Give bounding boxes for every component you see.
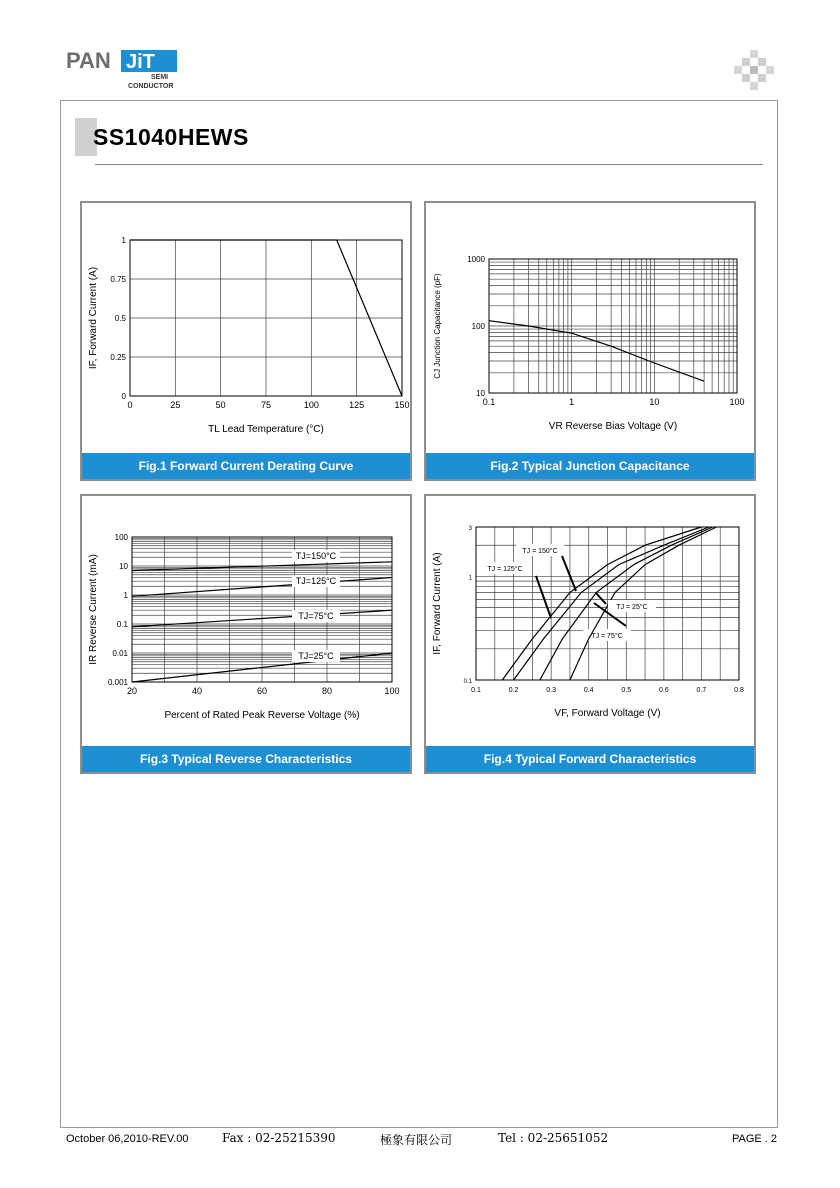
x-tick-label: 10	[649, 397, 660, 407]
x-tick-label: 150	[394, 400, 410, 410]
logo-conductor: CONDUCTOR	[128, 83, 174, 90]
y-tick-label: 10	[476, 389, 485, 398]
y-tick-label: 1	[121, 236, 126, 245]
x-tick-label: 100	[303, 400, 319, 410]
figure-4-caption: Fig.4 Typical Forward Characteristics	[426, 746, 754, 772]
figure-1-chart	[82, 203, 410, 453]
y-axis-title: IF, Forward Current (A)	[88, 266, 99, 370]
y-tick-label: 100	[114, 533, 128, 542]
x-tick-label: 0.7	[696, 687, 707, 694]
y-tick-label: 1000	[467, 255, 485, 264]
arrow-line	[536, 576, 551, 618]
series-label: TJ = 75°C	[591, 633, 623, 640]
x-tick-label: 0.3	[546, 687, 557, 694]
y-tick-label: 0	[121, 392, 126, 401]
y-axis-title: IR Reverse Current (mA)	[88, 554, 99, 665]
y-tick-label: 0.75	[110, 275, 126, 284]
x-tick-label: 20	[126, 686, 138, 696]
arrow-line	[596, 593, 606, 604]
x-tick-label: 75	[260, 400, 272, 410]
x-tick-label: 100	[729, 397, 745, 407]
x-tick-label: 60	[256, 686, 268, 696]
x-tick-label: 0.4	[583, 687, 594, 694]
x-tick-label: 125	[349, 400, 365, 410]
x-tick-label: 0.1	[482, 397, 496, 407]
figure-3-panel	[80, 494, 412, 774]
figure-2-panel	[424, 201, 756, 481]
x-tick-label: 25	[170, 400, 181, 410]
x-tick-label: 50	[215, 400, 226, 410]
corner-decoration	[734, 50, 774, 90]
arrow-line	[562, 556, 576, 591]
series-label: TJ=75°C	[298, 611, 334, 621]
x-axis-title: VR Reverse Bias Voltage (V)	[548, 421, 678, 432]
panjit-logo	[66, 46, 186, 97]
series-label: TJ=25°C	[298, 651, 334, 661]
figure-2-caption: Fig.2 Typical Junction Capacitance	[426, 453, 754, 479]
y-tick-label: 3	[468, 526, 472, 532]
x-tick-label: 0.6	[658, 687, 669, 694]
x-tick-label: 0.8	[734, 687, 744, 694]
y-tick-label: 0.1	[463, 679, 472, 685]
y-tick-label: 0.01	[112, 649, 128, 658]
y-tick-label: 100	[471, 322, 485, 331]
y-tick-label: 0.5	[114, 314, 126, 323]
y-tick-label: 0.001	[107, 678, 128, 687]
y-axis-title: IF, Forward Current (A)	[432, 552, 443, 655]
x-tick-label: 100	[384, 686, 400, 696]
series-label: TJ=125°C	[295, 576, 337, 586]
footer-tel: Tel : 02-25651052	[498, 1131, 609, 1145]
series-label: TJ = 25°C	[616, 604, 648, 611]
figure-2-chart	[426, 203, 754, 453]
footer-page: PAGE . 2	[732, 1133, 778, 1145]
x-axis-title: VF, Forward Voltage (V)	[554, 708, 661, 719]
x-tick-label: 0.1	[471, 687, 481, 694]
logo-pan: PAN	[66, 48, 111, 73]
title-rule	[95, 164, 763, 165]
x-axis-title: Percent of Rated Peak Reverse Voltage (%)	[164, 710, 360, 721]
y-tick-label: 10	[119, 562, 128, 571]
x-tick-label: 1	[569, 397, 575, 407]
series-label: TJ = 125°C	[487, 566, 523, 573]
x-tick-label: 0.5	[621, 687, 632, 694]
figure-3-caption: Fig.3 Typical Reverse Characteristics	[82, 746, 410, 772]
x-axis-title: TL Lead Temperature (°C)	[208, 424, 324, 435]
y-tick-label: 1	[468, 575, 472, 582]
y-tick-label: 0.1	[116, 620, 128, 629]
figure-1-panel	[80, 201, 412, 481]
x-tick-label: 40	[191, 686, 203, 696]
logo-jit: JiT	[126, 51, 155, 73]
series-label: TJ=150°C	[295, 551, 337, 561]
series-label: TJ = 150°C	[522, 548, 558, 555]
x-tick-label: 0.2	[508, 687, 519, 694]
footer-date: October 06,2010-REV.00	[66, 1133, 189, 1145]
y-tick-label: 1	[123, 591, 128, 600]
part-number-title: SS1040HEWS	[93, 124, 249, 150]
figure-4-panel	[424, 494, 756, 774]
y-tick-label: 0.25	[110, 353, 126, 362]
y-axis-title: CJ Junction Capacitance (pF)	[433, 273, 442, 379]
figure-4-chart	[426, 496, 754, 746]
figure-1-caption: Fig.1 Forward Current Derating Curve	[82, 453, 410, 479]
footer-company: 極象有限公司	[380, 1133, 453, 1147]
x-tick-label: 80	[321, 686, 333, 696]
figure-3-chart	[82, 496, 410, 746]
footer-fax: Fax : 02-25215390	[222, 1131, 336, 1145]
logo-semi: SEMI	[151, 74, 169, 81]
x-tick-label: 0	[127, 400, 133, 410]
